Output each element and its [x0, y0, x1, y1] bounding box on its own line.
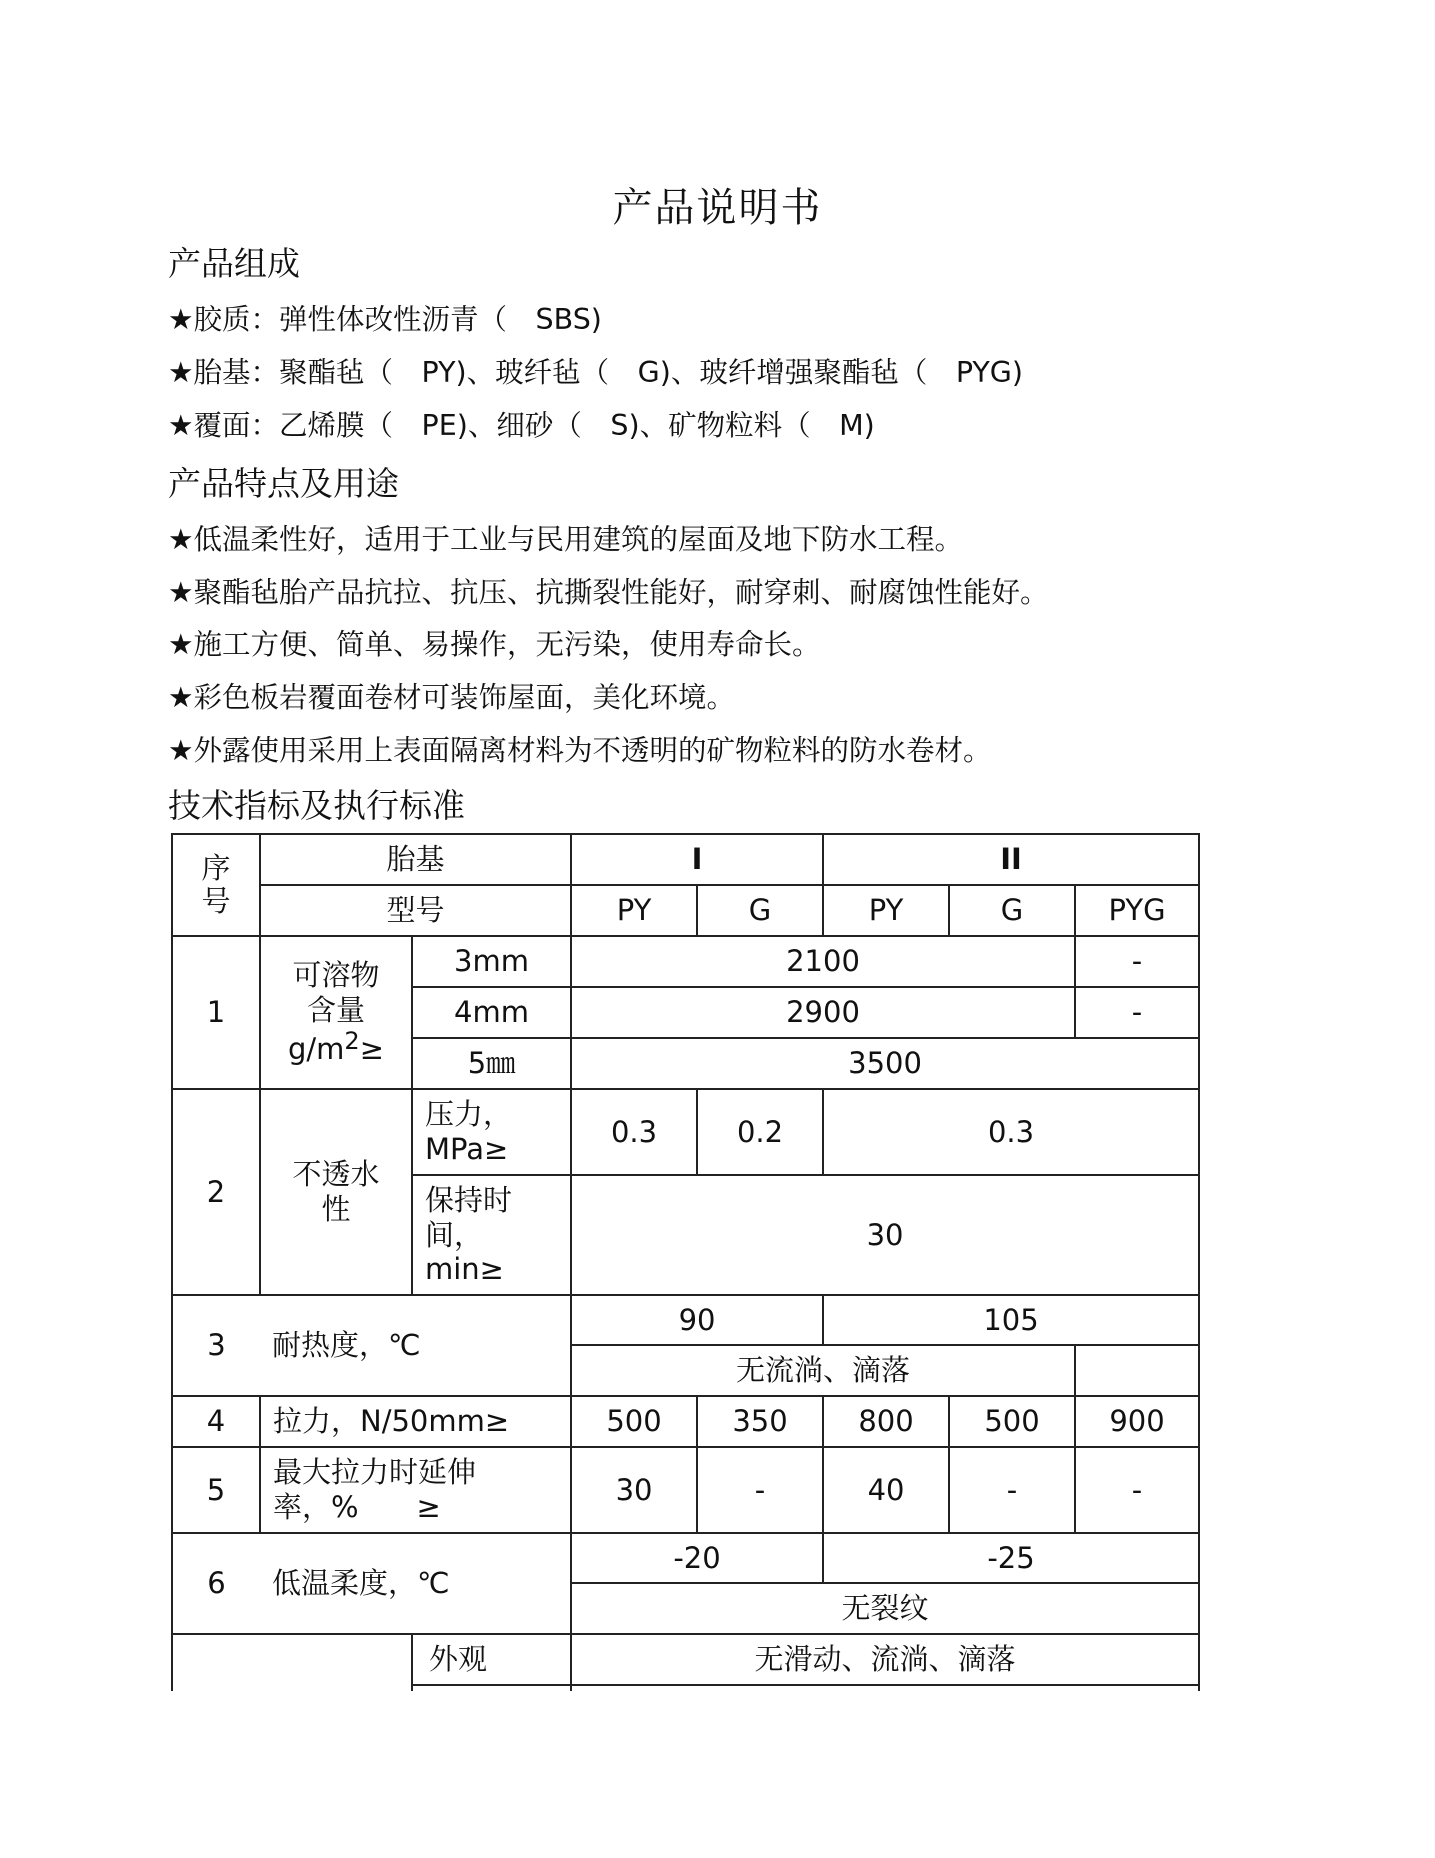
row1-label-d: ≥: [359, 1032, 385, 1067]
row5-label-b: 率，% ≥: [273, 1490, 441, 1524]
row5-value: -: [949, 1447, 1075, 1533]
row1-label-unit: [261, 1027, 411, 1067]
row2-hold-a: 保持时: [425, 1182, 513, 1217]
row6-val1: -20: [571, 1533, 823, 1583]
row5-num: 5: [172, 1447, 260, 1533]
composition-item: ★覆面：乙烯膜（ PE)、细砂（ S)、矿物粒料（ M): [168, 409, 875, 442]
continuation-cell: [571, 1685, 1199, 1691]
row3-val2: 105: [823, 1295, 1199, 1345]
feature-item: ★低温柔性好，适用于工业与民用建筑的屋面及地下防水工程。: [168, 523, 964, 556]
feature-item: ★聚酯毡胎产品抗拉、抗压、抗撕裂性能好，耐穿刺、耐腐蚀性能好。: [168, 576, 1049, 609]
table-row: [172, 1447, 1199, 1533]
row1-label-c: g/m: [287, 1032, 345, 1067]
row6-val2: -25: [823, 1533, 1199, 1583]
header-seq: 序号: [201, 850, 231, 918]
row5-value: 30: [571, 1447, 697, 1533]
row1-label: [260, 936, 412, 1089]
continuation-cell: [412, 1685, 571, 1691]
row2-hold-label: [412, 1175, 571, 1295]
header-pyg: PYG: [1075, 885, 1199, 936]
feature-item: ★彩色板岩覆面卷材可装饰屋面，美化环境。: [168, 681, 736, 714]
composition-item: ★胎基：聚酯毡（ PY)、玻纤毡（ G)、玻纤增强聚酯毡（ PYG): [168, 356, 1024, 389]
row4-value: 500: [571, 1396, 697, 1447]
row1-label-b: 含量: [306, 992, 365, 1027]
row1-value: 3500: [571, 1038, 1199, 1089]
table-row: [172, 1634, 1199, 1685]
row2-pressure-a: 压力，: [425, 1097, 513, 1132]
page-title: 产品说明书: [612, 185, 823, 231]
row2-label-a: 不透水: [292, 1157, 380, 1192]
row3-label: 耐热度，℃: [260, 1295, 571, 1396]
row2-pressure-value: 0.3: [571, 1089, 697, 1175]
row4-value: 500: [949, 1396, 1075, 1447]
row2-hold-c: min≥: [425, 1252, 504, 1287]
row1-value: 2100: [571, 936, 1075, 987]
table-row: [172, 1089, 1199, 1175]
row2-label-b: 性: [321, 1192, 351, 1226]
header-g2: G: [949, 885, 1075, 936]
table-row: [172, 1295, 1199, 1345]
header-type2: ⅠⅠ: [823, 834, 1199, 885]
row1-value: 2900: [571, 987, 1075, 1038]
row1-pyg: -: [1075, 936, 1199, 987]
row3-val1: 90: [571, 1295, 823, 1345]
row2-hold-value: 30: [571, 1175, 1199, 1295]
section-heading-standards: 技术指标及执行标准: [168, 786, 465, 825]
composition-item: ★胶质：弹性体改性沥青（ SBS): [168, 303, 602, 336]
row5-label-a: 最大拉力时延伸: [273, 1455, 477, 1490]
header-type1: Ⅰ: [571, 834, 823, 885]
header-py2: PY: [823, 885, 949, 936]
row6-note: 无裂纹: [571, 1583, 1199, 1634]
row3-num: 3: [172, 1295, 260, 1396]
row7-value: 无滑动、流淌、滴落: [571, 1634, 1199, 1685]
row2-num: 2: [172, 1089, 260, 1295]
header-py1: PY: [571, 885, 697, 936]
row6-num: 6: [172, 1533, 260, 1634]
row4-label: 拉力，N/50mm≥: [260, 1396, 571, 1447]
row2-hold-b: 间，: [425, 1217, 484, 1252]
table-header-row: [172, 834, 1199, 885]
row1-num: 1: [172, 936, 260, 1089]
row3-empty: [1075, 1345, 1199, 1396]
row2-pressure-value: 0.3: [823, 1089, 1199, 1175]
row4-value: 350: [697, 1396, 823, 1447]
row4-value: 900: [1075, 1396, 1199, 1447]
table-header-row: [172, 885, 1199, 936]
row1-thickness: 5㎜: [412, 1038, 571, 1089]
spec-table: [171, 833, 1200, 1691]
section-heading-composition: 产品组成: [168, 244, 300, 283]
header-base: 胎基: [260, 834, 571, 885]
row3-note: 无流淌、滴落: [571, 1345, 1075, 1396]
row6-label: 低温柔度，℃: [260, 1533, 571, 1634]
row2-pressure-label: [412, 1089, 571, 1175]
table-row: [172, 1396, 1199, 1447]
row7-empty: [172, 1634, 412, 1685]
row1-thickness: 4mm: [412, 987, 571, 1038]
row5-value: 40: [823, 1447, 949, 1533]
row1-label-sup: 2: [344, 1027, 360, 1056]
header-seq-cell: [172, 834, 260, 936]
row1-thickness: 3mm: [412, 936, 571, 987]
row2-pressure-b: MPa≥: [425, 1132, 509, 1166]
row2-pressure-value: 0.2: [697, 1089, 823, 1175]
table-row-continuation: [172, 1685, 1199, 1691]
section-heading-features: 产品特点及用途: [168, 464, 399, 503]
row1-pyg: -: [1075, 987, 1199, 1038]
row2-label: [260, 1089, 412, 1295]
feature-item: ★施工方便、简单、易操作，无污染，使用寿命长。: [168, 628, 821, 661]
row5-label: [260, 1447, 571, 1533]
row1-label-a: 可溶物: [292, 957, 380, 992]
continuation-cell: [172, 1685, 412, 1691]
table-row: [172, 936, 1199, 987]
row5-value: -: [1075, 1447, 1199, 1533]
row4-value: 800: [823, 1396, 949, 1447]
table-row: [172, 1533, 1199, 1583]
row4-num: 4: [172, 1396, 260, 1447]
header-g1: G: [697, 885, 823, 936]
feature-item: ★外露使用采用上表面隔离材料为不透明的矿物粒料的防水卷材。: [168, 734, 992, 767]
row7-label: 外观: [412, 1634, 571, 1685]
header-model: 型号: [260, 885, 571, 936]
row5-value: -: [697, 1447, 823, 1533]
